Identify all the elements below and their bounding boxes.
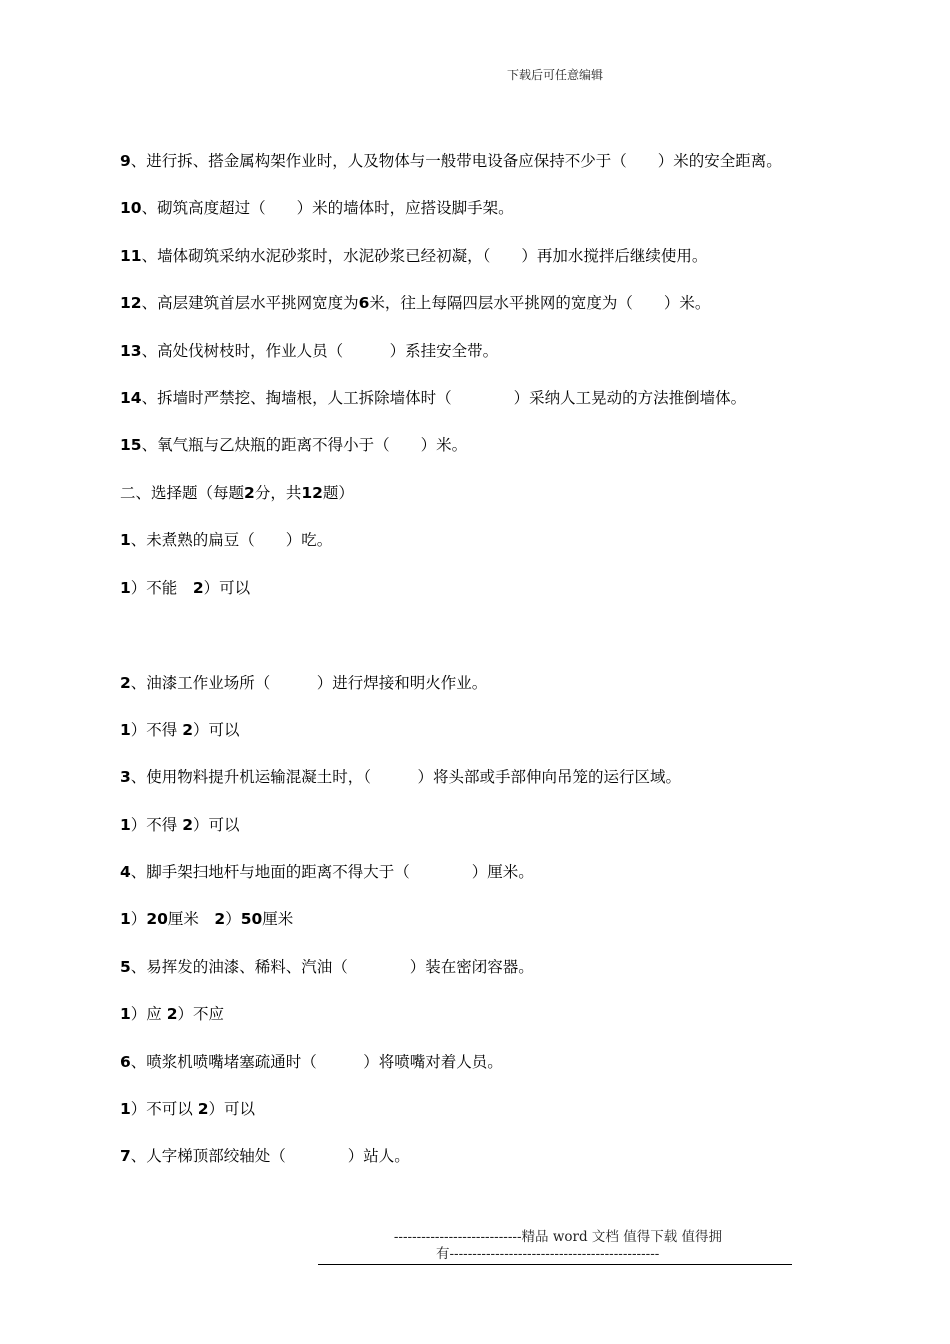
document-line [120, 148, 850, 195]
line-text: 、拆墙时严禁挖、掏墙根，人工拆除墙体时（ ）采纳人工晃动的方法推倒墙体。 [141, 388, 747, 407]
document-line [120, 812, 850, 859]
line-number: 2 [214, 910, 226, 929]
document-line [120, 670, 850, 717]
footer [318, 1228, 792, 1265]
line-text: ） [130, 910, 147, 929]
line-text: 、氧气瓶与乙炔瓶的距离不得小于（ ）米。 [141, 436, 468, 455]
line-text: 、砌筑高度超过（ ）米的墙体时，应搭设脚手架。 [141, 199, 514, 218]
line-text: 分，共 [254, 483, 302, 502]
line-text: 、喷浆机喷嘴堵塞疏通时（ ）将喷嘴对着人员。 [130, 1052, 503, 1071]
line-text: 、高处伐树枝时，作业人员（ ）系挂安全带。 [141, 341, 499, 360]
document-line [120, 1049, 850, 1096]
line-number: 2 [182, 815, 194, 834]
line-text: 、未煮熟的扁豆（ ）吃。 [130, 531, 333, 550]
line-text: 米，往上每隔四层水平挑网的宽度为（ ）米。 [369, 294, 711, 313]
line-text: 厘米 [167, 910, 215, 929]
line-text: 、高层建筑首层水平挑网宽度为 [141, 294, 359, 313]
line-number: 1 [120, 1005, 131, 1024]
header-note: 下载后可任意编辑 [506, 68, 603, 82]
line-number: 1 [120, 1100, 131, 1119]
document-line [120, 954, 850, 1001]
line-number: 7 [120, 1147, 131, 1166]
line-number: 3 [120, 768, 131, 787]
line-text: ）可以 [208, 1100, 256, 1119]
line-text: 厘米 [262, 910, 294, 929]
line-number: 10 [120, 199, 142, 218]
document-line [120, 195, 850, 242]
line-number: 6 [120, 1052, 131, 1071]
line-number: 14 [120, 388, 142, 407]
line-number: 1 [120, 910, 131, 929]
line-text: ）可以 [193, 720, 240, 739]
document-line [120, 859, 850, 906]
line-number: 5 [120, 957, 131, 976]
line-number: 20 [146, 910, 168, 929]
line-text: 、墙体砌筑采纳水泥砂浆时，水泥砂浆已经初凝，（ ）再加水搅拌后继续使用。 [141, 246, 708, 265]
line-number: 1 [120, 531, 131, 550]
document-line [120, 290, 850, 337]
line-number: 2 [244, 483, 255, 502]
document-line [120, 243, 850, 290]
line-text: ）可以 [203, 578, 251, 597]
line-text: ）不可以 [130, 1100, 198, 1119]
document-line [120, 480, 850, 527]
line-number: 15 [120, 436, 142, 455]
document-line [120, 432, 850, 479]
line-number: 2 [182, 720, 194, 739]
line-text: 二、选择题（每题 [120, 483, 245, 502]
document-line [120, 527, 850, 574]
line-number: 12 [301, 483, 323, 502]
document-line [120, 1001, 850, 1048]
line-text: 、进行拆、搭金属构架作业时，人及物体与一般带电设备应保持不少于（ ）米的安全距离。 [130, 152, 782, 170]
document-line [120, 1096, 850, 1143]
line-text: 、人字梯顶部绞轴处（ ）站人。 [130, 1147, 410, 1166]
line-text: ）可以 [193, 815, 240, 834]
document-line [120, 906, 850, 953]
line-number: 50 [240, 910, 263, 929]
line-text: 题） [322, 483, 354, 502]
line-text: 、脚手架扫地杆与地面的距离不得大于（ ）厘米。 [130, 863, 534, 882]
line-text: ）不能 [130, 578, 193, 597]
document-line [120, 338, 850, 385]
document-line [120, 1143, 850, 1190]
line-text: 、易挥发的油漆、稀料、汽油（ ）装在密闭容器。 [130, 957, 534, 976]
line-number: 1 [120, 720, 131, 739]
document-line [120, 717, 850, 764]
line-number: 1 [120, 578, 131, 597]
footer-rule [318, 1264, 792, 1265]
document-line [120, 385, 850, 432]
document-line [120, 575, 850, 670]
document-line [120, 764, 850, 811]
line-number: 2 [166, 1005, 178, 1024]
line-number: 11 [120, 246, 142, 265]
footer-text-line1: ----------------------------精品 word 文档 值得下载 值得拥 [393, 1229, 722, 1245]
line-number: 2 [120, 673, 131, 692]
line-text: ）不得 [130, 720, 183, 739]
line-text: ）不应 [177, 1005, 225, 1024]
line-text: 、油漆工作业场所（ ）进行焊接和明火作业。 [130, 673, 488, 692]
line-text: 、使用物料提升机运输混凝土时，（ ）将头部或手部伸向吊笼的运行区域。 [130, 768, 682, 787]
line-number: 2 [197, 1100, 209, 1119]
line-number: 4 [120, 863, 131, 882]
line-number: 2 [192, 578, 204, 597]
line-number: 9 [120, 152, 131, 170]
line-number: 12 [120, 294, 142, 313]
line-number: 1 [120, 815, 131, 834]
line-text: ） [225, 910, 241, 929]
line-text: ）应 [130, 1005, 167, 1024]
document-body [120, 148, 850, 1191]
line-number: 6 [358, 294, 370, 313]
footer-text-line2: 有---------------------------------------------- [436, 1246, 660, 1262]
line-number: 13 [120, 341, 142, 360]
line-text: ）不得 [130, 815, 183, 834]
